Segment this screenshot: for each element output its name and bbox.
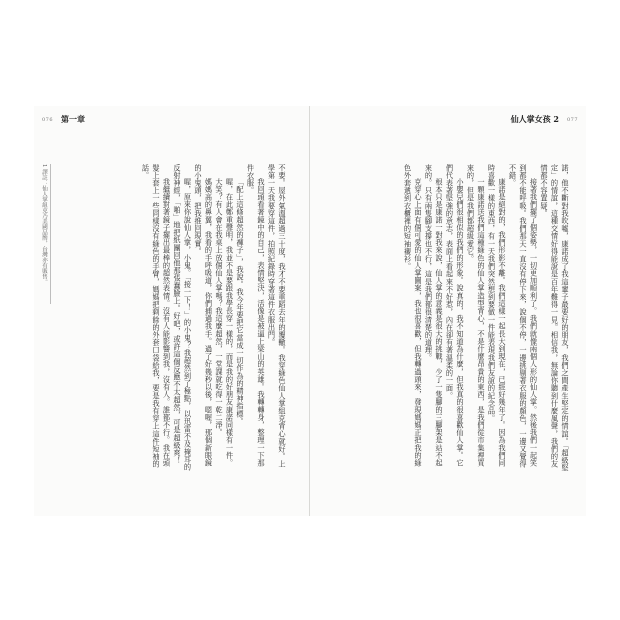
left-page bbox=[34, 106, 310, 516]
right-body-text bbox=[320, 164, 570, 474]
paragraph: 克穿心上面有個可愛的仙人掌圖案，我也很喜歡，但我轉過頭來，發現媽媽正把我的綠色外套遞到衣櫃裡的短袖襯衫。 bbox=[403, 164, 423, 468]
paragraph: 諾，他不斷對我吹噓，康諾成了我這輩子最要好的朋友，我們之間產生堅定的情誼。「超級堅定」的情誼，這種交情好得能說是百年難得一見。相信我，無論你聽到什麼風聲，我們的友情都不容置疑。 bbox=[540, 164, 570, 472]
paragraph: 小嬰兒們很相似的我們的形象。說真的，我不知道為什麼，但我真的很喜歡仙人掌。它們代表著堅強的意志，表面上看起來不好惹，內在卻有著溫柔的一面。 bbox=[445, 164, 465, 468]
book-title: 仙人掌女孩 2 bbox=[510, 114, 559, 124]
paragraph: 大笑？有人會在我桌上放個仙人掌嗎？我這麼超然，一堂課就吃得一乾二淨。 bbox=[215, 178, 224, 437]
paragraph: 我回頭看著鏡中的自己，表情堅決，活像是被逼上梁山的英雄。我轉轉身，整理一下那件衣服。 bbox=[246, 164, 266, 468]
left-running-head bbox=[42, 114, 85, 125]
left-body-text bbox=[45, 164, 287, 474]
paragraph: 根本只是康諾一對我來說，仙人掌的意義是很大的挑戰，少了一隻腳的三腳架是站不起來的。只有兩隻腳支撐也不行，這是我們都很清楚的道理。 bbox=[424, 164, 444, 468]
left-folio: 076 bbox=[42, 116, 54, 123]
paragraph: 「配上這條超然的褲子」，我說。我今年要把它當成一切作為的精神指標。 bbox=[236, 178, 245, 426]
paragraph: 接著我們擺了個姿勢，一切更加順利了。我們就像兩個人形的仙人掌。然後我們一起笑到都不能呼吸。我們那天一直沒有停下來，說個不停，一邊挑剔著衣服的顏色，一邊又覺得不錯。 bbox=[508, 164, 539, 468]
right-running-head bbox=[511, 114, 578, 125]
paragraph: 喔，在此鄭重聲明，我並不是要跟我學長穿一樣的，而是我的好朋友康諾同樣有一件。 bbox=[225, 178, 235, 468]
chapter-title: 第一章 bbox=[61, 114, 86, 124]
paragraph: 喔，原來你說仙人掌，小鬼。「接一下！」的小鬼？我超然到了極點，以迅雷不及掩耳的反射神經，「啪」地把紙團回他那張蠢臉上。好吧，或許這個反應不太超然，可是超級爽！ bbox=[173, 164, 193, 472]
footnote: 1 譯註：仙人掌組克乃美國品牌，台灣亦有販售。 bbox=[41, 164, 47, 285]
paragraph: 康諾是絕對的，我們形影不離。我們這樣一起長大到現在，已經好幾年了。因為我們同時喜歡一樣的東西，有一天我們突然想到要做一件能表現我們友誼的紀念品。 bbox=[487, 164, 507, 468]
paragraph: 媽媽高的鼻翼，我看的手呼吸道，你們捕過我手。過了好幾秒以後，嗯喔，那個新眼鏡的小鬼頭，把我推回現實。 bbox=[194, 164, 214, 468]
paragraph: 不要。屋外氣溫超過三十度，我才不要重蹈去年的覆轍。我穿綠色仙人掌組克背心就好。上學第一天我要穿這件，拍照紀錄時穿著這件衣服出門。 bbox=[267, 164, 287, 468]
footnote-divider bbox=[50, 164, 51, 304]
right-folio: 077 bbox=[566, 116, 578, 123]
paragraph: 我繼續對著鏡子擺出最棒的超然表情。沒有人能影響到我，沒有人。誰都不行。我在頭髮上套上一些同樣沒有綠色的手臂，媽媽把剩餘的外套口袋給我，要是我有穿上這件短袖的話。 bbox=[141, 164, 172, 468]
right-page bbox=[310, 106, 586, 516]
paragraph: 一顆康諾送我們這種綠色的仙人掌造型背心，不是什麼昂貴的東西，是我們從市集裡買來的，但是我們都超級愛它。 bbox=[466, 164, 486, 468]
